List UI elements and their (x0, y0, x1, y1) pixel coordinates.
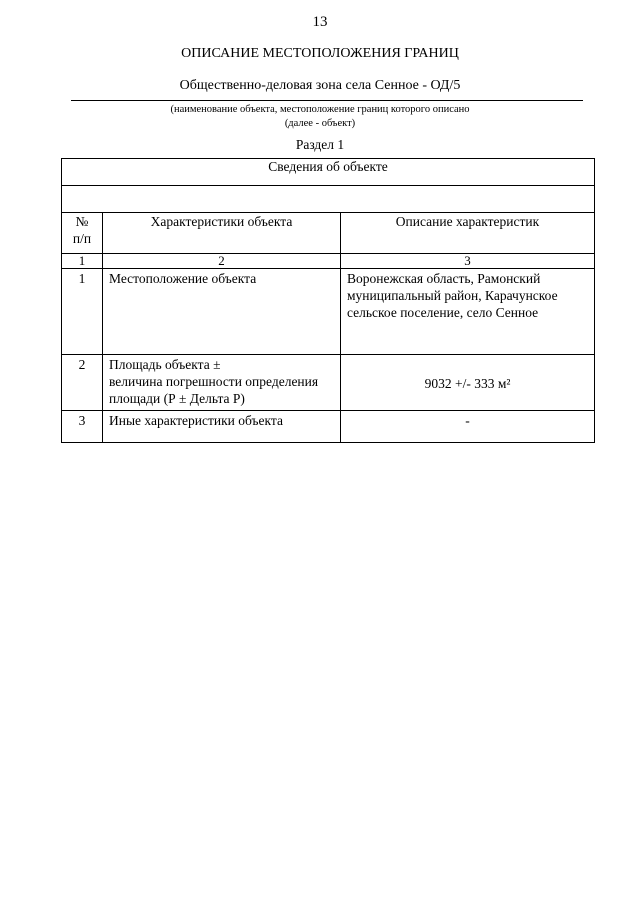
section-label: Раздел 1 (295, 137, 345, 152)
table-row (62, 269, 595, 355)
header-description: Описание характеристик (341, 213, 595, 254)
table-blank-row (62, 186, 595, 213)
page-number: 13 (312, 14, 328, 30)
object-name-underline (71, 100, 583, 101)
characteristic-line: Иные характеристики объекта (109, 413, 283, 428)
column-number-3: 3 (341, 254, 595, 269)
column-number-1: 1 (62, 254, 103, 269)
table-row (62, 355, 595, 411)
characteristic-line: площади (Р ± Дельта Р) (109, 391, 245, 406)
description-line: 9032 +/- 333 м² (424, 375, 511, 391)
description-line: муниципальный район, Карачунское (347, 288, 558, 303)
row-num: 1 (62, 269, 103, 355)
column-number-2: 2 (103, 254, 341, 269)
table-row (62, 411, 595, 443)
row-description (341, 355, 595, 411)
row-description (341, 269, 595, 355)
table-title-row (62, 159, 595, 186)
row-num: 2 (62, 355, 103, 411)
column-number-row (62, 254, 595, 269)
document-title: ОПИСАНИЕ МЕСТОПОЛОЖЕНИЯ ГРАНИЦ (181, 46, 459, 61)
row-characteristic (103, 355, 341, 411)
description-line: Воронежская область, Рамонский (347, 271, 541, 286)
object-name: Общественно-деловая зона села Сенное - ОД/5 (179, 78, 461, 93)
object-caption-line-2: (далее - объект) (284, 118, 356, 129)
characteristic-line: Площадь объекта ± (109, 357, 221, 372)
header-num (62, 213, 103, 254)
description-line: - (465, 413, 470, 428)
description-line: сельское поселение, село Сенное (347, 305, 539, 320)
row-description (341, 411, 595, 443)
characteristic-line: Местоположение объекта (109, 271, 257, 286)
object-info-table (61, 158, 595, 443)
table-title: Сведения об объекте (62, 159, 595, 186)
object-caption-line-1: (наименование объекта, местоположение границ которого описано (170, 104, 470, 115)
object-name-caption (0, 103, 640, 131)
header-num-line-1: № (75, 214, 89, 229)
header-num-line-2: п/п (72, 231, 92, 246)
table-header-row (62, 213, 595, 254)
row-characteristic (103, 269, 341, 355)
blank-cell (62, 186, 595, 213)
characteristic-line: величина погрешности определения (109, 374, 319, 389)
header-characteristics: Характеристики объекта (103, 213, 341, 254)
row-characteristic (103, 411, 341, 443)
row-num: 3 (62, 411, 103, 443)
